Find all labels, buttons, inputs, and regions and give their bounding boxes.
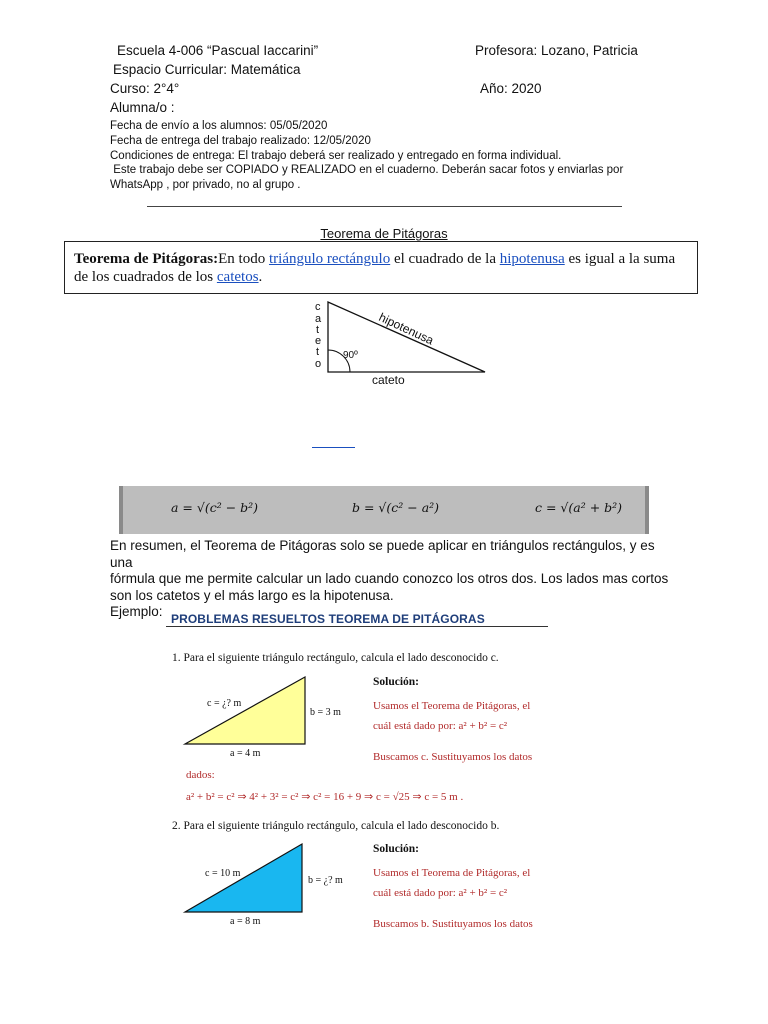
blue-triangle (185, 844, 302, 912)
triangle-shape (328, 302, 485, 372)
year: Año: 2020 (480, 81, 542, 96)
formula-b: b = √(c² − a²) (352, 500, 440, 515)
problems-title-rule (166, 626, 548, 627)
course: Curso: 2°4° (110, 81, 180, 96)
p1-solution-text: dados: (186, 769, 215, 781)
p1-solution-text: cuál está dado por: a² + b² = c² (373, 720, 508, 732)
base-label: cateto (372, 373, 405, 387)
p2-a-label: a = 8 m (230, 916, 261, 927)
p1-calculation: a² + b² = c² ⇒ 4² + 3² = c² ⇒ c² = 16 + 9 ⇒ c = √25 ⇒ c = 5 m . (186, 791, 464, 803)
formula-bar-edge (645, 486, 649, 534)
formula-a: a = √(c² − b²) (171, 500, 259, 515)
divider (147, 206, 622, 207)
page-title: Teorema de Pitágoras (320, 226, 448, 241)
problem-1-triangle (180, 672, 370, 764)
subject: Espacio Curricular: Matemática (113, 62, 301, 77)
right-triangle-diagram (300, 298, 500, 388)
vertical-label-letter: t (316, 324, 320, 336)
delivery-date: Fecha de entrega del trabajo realizado: 12/05/2020 (110, 135, 371, 147)
formula-c: c = √(a² + b²) (535, 500, 623, 515)
problem-2-question: 2. Para el siguiente triángulo rectángulo, calcula el lado desconocido b. (172, 820, 500, 832)
p1-solution-label: Solución: (373, 676, 420, 688)
p1-c-label: c = ¿? m (207, 698, 242, 709)
p1-solution-text: Usamos el Teorema de Pitágoras, el (373, 700, 531, 712)
p1-b-label: b = 3 m (310, 707, 341, 718)
problem-1-question: 1. Para el siguiente triángulo rectángulo, calcula el lado desconocido c. (172, 652, 499, 664)
conditions: Condiciones de entrega: El trabajo deberá ser realizado y entregado en forma individual. (110, 150, 562, 162)
p2-solution-text: cuál está dado por: a² + b² = c² (373, 887, 508, 899)
link-underline-fragment (312, 447, 355, 448)
p2-c-label: c = 10 m (205, 868, 241, 879)
definition-text: es igual a la suma de los cuadrados de los (74, 251, 676, 285)
school-name: Escuela 4-006 “Pascual Iaccarini” (117, 43, 319, 58)
student-label: Alumna/o : (110, 100, 175, 115)
problems-title: PROBLEMAS RESUELTOS TEOREMA DE PITÁGORAS (171, 612, 485, 626)
teacher-name: Profesora: Lozano, Patricia (475, 43, 638, 58)
summary-line: En resumen, el Teorema de Pitágoras solo se puede aplicar en triángulos rectángulos, y es una (110, 538, 655, 570)
definition-term: Teorema de Pitágoras: (74, 251, 219, 267)
hypotenuse-label: hipotenusa (376, 310, 436, 348)
formula-bar (119, 486, 649, 534)
formula-bar-edge (119, 486, 123, 534)
p2-solution-text: Usamos el Teorema de Pitágoras, el (373, 867, 531, 879)
link-triangulo-rectangulo[interactable]: triángulo rectángulo (268, 251, 391, 267)
vertical-label-letter: c (315, 301, 321, 313)
instructions-line-2: WhatsApp , por privado, no al grupo . (110, 179, 301, 191)
p2-solution-label: Solución: (373, 843, 420, 855)
example-label: Ejemplo: (110, 604, 163, 619)
definition-text: el cuadrado de la (390, 251, 500, 267)
summary-paragraph (110, 538, 670, 621)
p2-b-label: b = ¿? m (308, 875, 343, 886)
summary-line: fórmula que me permite calcular un lado cuando conozco los otros dos. Los lados mas cortos (110, 571, 669, 586)
definition-text: En todo (218, 251, 269, 267)
vertical-label-letter: a (315, 313, 322, 325)
p1-a-label: a = 4 m (230, 748, 261, 759)
angle-label: 90º (343, 350, 358, 361)
send-date: Fecha de envío a los alumnos: 05/05/2020 (110, 120, 328, 132)
p2-solution-text: Buscamos b. Sustituyamos los datos (373, 918, 533, 930)
vertical-label-letter: e (315, 335, 322, 347)
definition-box (64, 241, 698, 294)
link-hipotenusa[interactable]: hipotenusa (499, 251, 565, 267)
vertical-label-letter: o (315, 358, 322, 370)
summary-line: son los catetos y el más largo es la hipotenusa. (110, 587, 394, 603)
p1-solution-text: Buscamos c. Sustituyamos los datos (373, 751, 533, 763)
definition-text: . (258, 269, 263, 285)
link-catetos[interactable]: catetos (216, 269, 259, 285)
vertical-label-letter: t (316, 346, 320, 358)
yellow-triangle (185, 677, 305, 744)
instructions-line-1: Este trabajo debe ser COPIADO y REALIZADO en el cuaderno. Deberán sacar fotos y enviarlas por (110, 164, 624, 176)
problem-2-triangle (180, 840, 370, 932)
